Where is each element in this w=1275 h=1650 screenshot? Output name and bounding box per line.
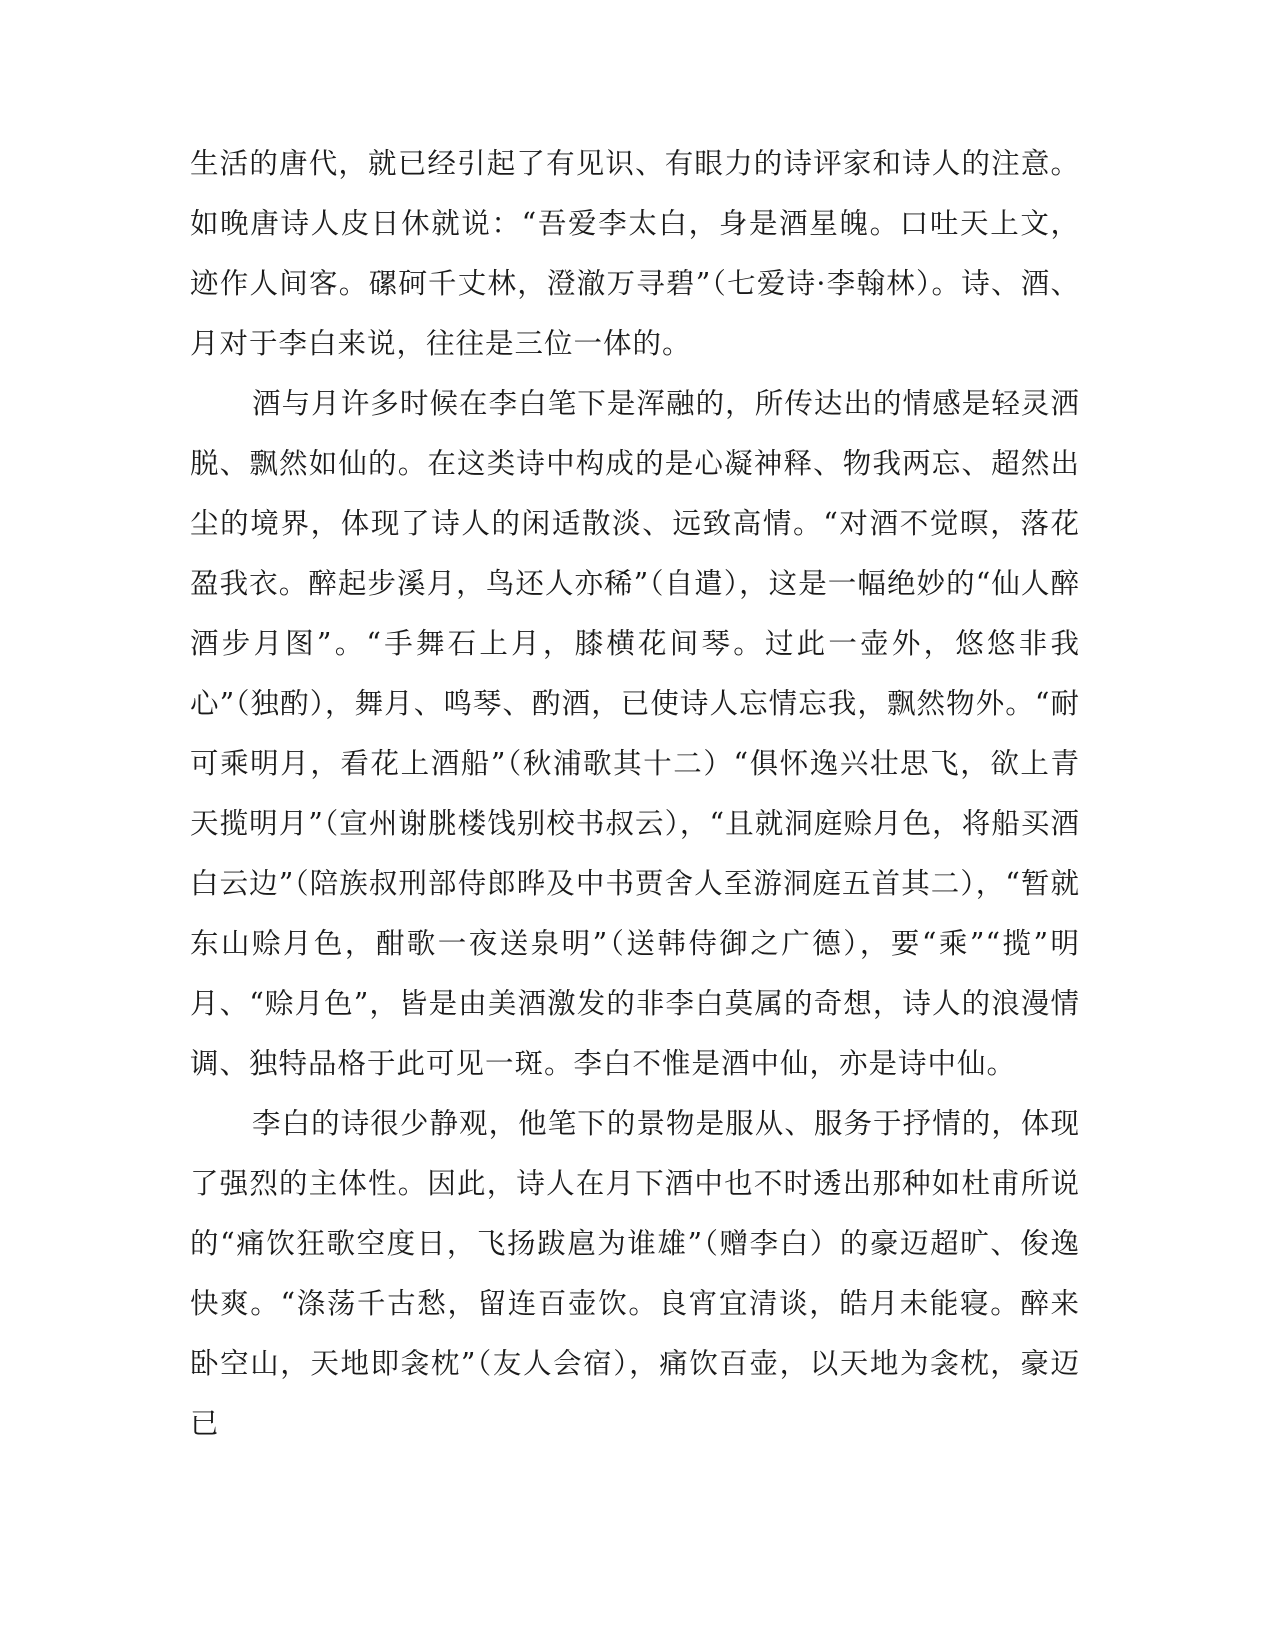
paragraph: 生活的唐代，就已经引起了有见识、有眼力的诗评家和诗人的注意。如晚唐诗人皮日休就说：“吾爱李太白，身是酒星魄。口吐天上文，迹作人间客。磥砢千丈林，澄澈万寻碧”（七爱诗·李翰林）。诗、酒、月对于李白来说，往往是三位一体的。 — [190, 147, 1080, 360]
paragraph: 李白的诗很少静观，他笔下的景物是服从、服务于抒情的，体现了强烈的主体性。因此，诗人在月下酒中也不时透出那种如杜甫所说的“痛饮狂歌空度日，飞扬跋扈为谁雄”（赠李白）的豪迈超旷、俊逸快爽。“涤荡千古愁，留连百壶饮。良宵宜清谈，皓月未能寝。醉来卧空山，天地即衾枕”（友人会宿），痛饮百壶，以天地为衾枕，豪迈已 — [190, 1107, 1080, 1440]
body-text — [190, 134, 1080, 1454]
paragraph: 酒与月许多时候在李白笔下是浑融的，所传达出的情感是轻灵洒脱、飘然如仙的。在这类诗中构成的是心凝神释、物我两忘、超然出尘的境界，体现了诗人的闲适散淡、远致高情。“对酒不觉暝，落花盈我衣。醉起步溪月，鸟还人亦稀”（自遣），这是一幅绝妙的“仙人醉酒步月图”。“手舞石上月，膝横花间琴。过此一壶外，悠悠非我心”（独酌），舞月、鸣琴、酌酒，已使诗人忘情忘我，飘然物外。“耐可乘明月，看花上酒船”（秋浦歌其十二）“俱怀逸兴壮思飞，欲上青天揽明月”（宣州谢朓楼饯别校书叔云），“且就洞庭赊月色，将船买酒白云边”（陪族叔刑部侍郎晔及中书贾舍人至游洞庭五首其二），“暂就东山赊月色，酣歌一夜送泉明”（送韩侍御之广德），要“乘”“揽”明月、“赊月色”，皆是由美酒激发的非李白莫属的奇想，诗人的浪漫情调、独特品格于此可见一斑。李白不惟是酒中仙，亦是诗中仙。 — [190, 387, 1080, 1080]
